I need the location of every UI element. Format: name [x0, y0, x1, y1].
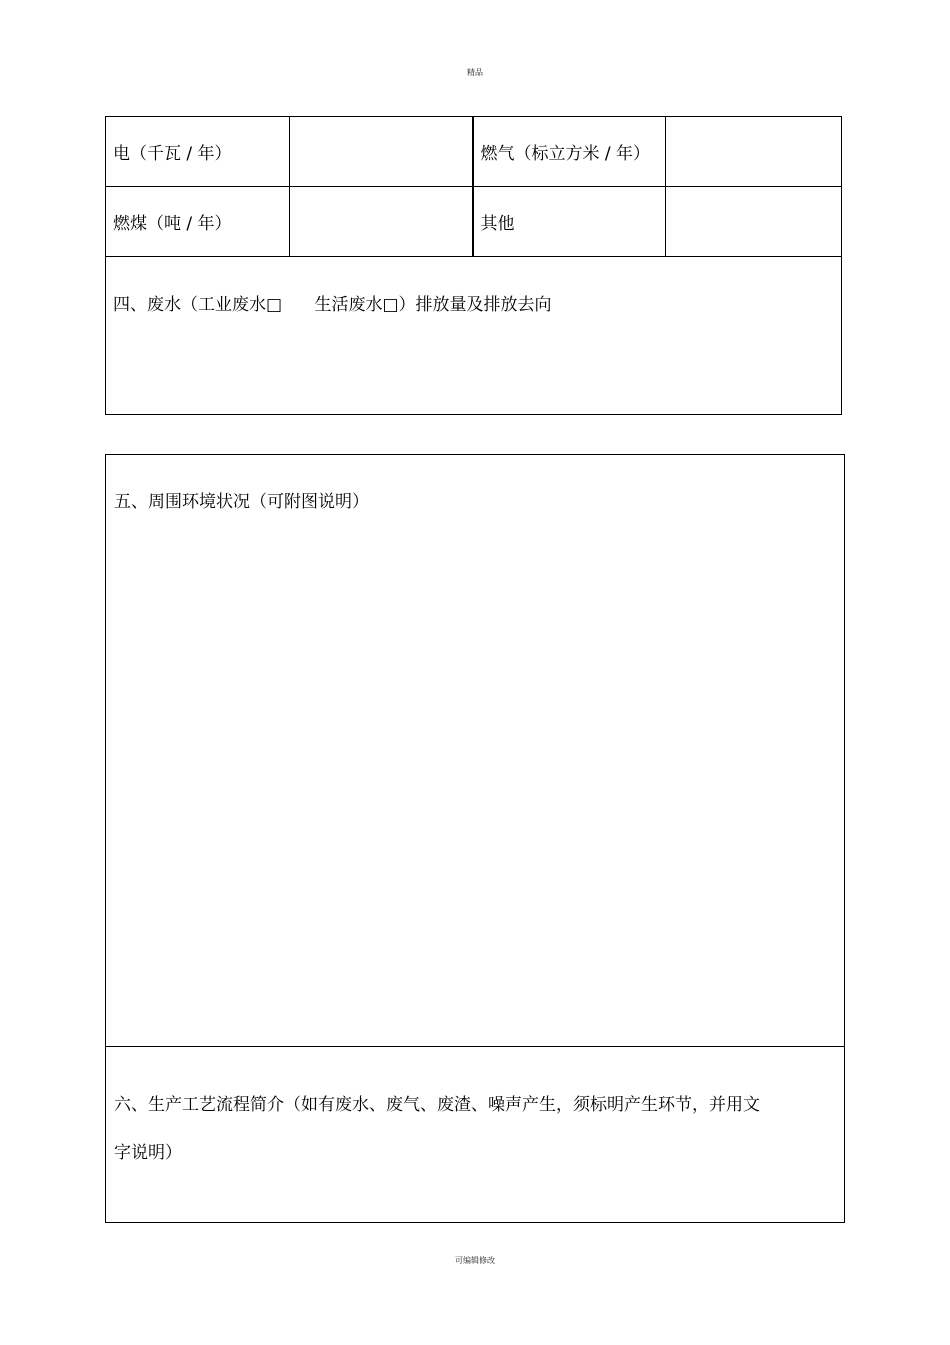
environment-process-form — [105, 454, 845, 1223]
wastewater-section[interactable] — [106, 257, 842, 415]
gas-value-field[interactable] — [666, 117, 842, 187]
electricity-label: 电（千瓦 / 年） — [106, 117, 290, 187]
wastewater-title: 四、废水（工业废水□ 生活废水□）排放量及排放去向 — [113, 295, 552, 315]
gas-label: 燃气（标立方米 / 年） — [473, 117, 666, 187]
surrounding-environment-section[interactable] — [106, 455, 844, 1047]
coal-label: 燃煤（吨 / 年） — [106, 187, 290, 257]
page-footer: 可编辑修改 — [455, 1256, 495, 1265]
other-value-field[interactable] — [666, 187, 842, 257]
table-row — [106, 117, 842, 187]
electricity-value-field[interactable] — [290, 117, 473, 187]
production-process-title — [114, 1081, 814, 1177]
other-label: 其他 — [473, 187, 666, 257]
surrounding-environment-title: 五、周围环境状况（可附图说明） — [114, 492, 369, 512]
page-header: 精品 — [467, 68, 483, 77]
table-row — [106, 257, 842, 415]
production-process-title-line1: 六、生产工艺流程简介（如有废水、废气、废渣、噪声产生，须标明产生环节，并用文 — [114, 1095, 760, 1115]
production-process-section[interactable] — [106, 1047, 844, 1224]
energy-consumption-table — [105, 116, 842, 415]
production-process-title-line2: 字说明） — [114, 1143, 182, 1163]
coal-value-field[interactable] — [290, 187, 473, 257]
table-row — [106, 187, 842, 257]
